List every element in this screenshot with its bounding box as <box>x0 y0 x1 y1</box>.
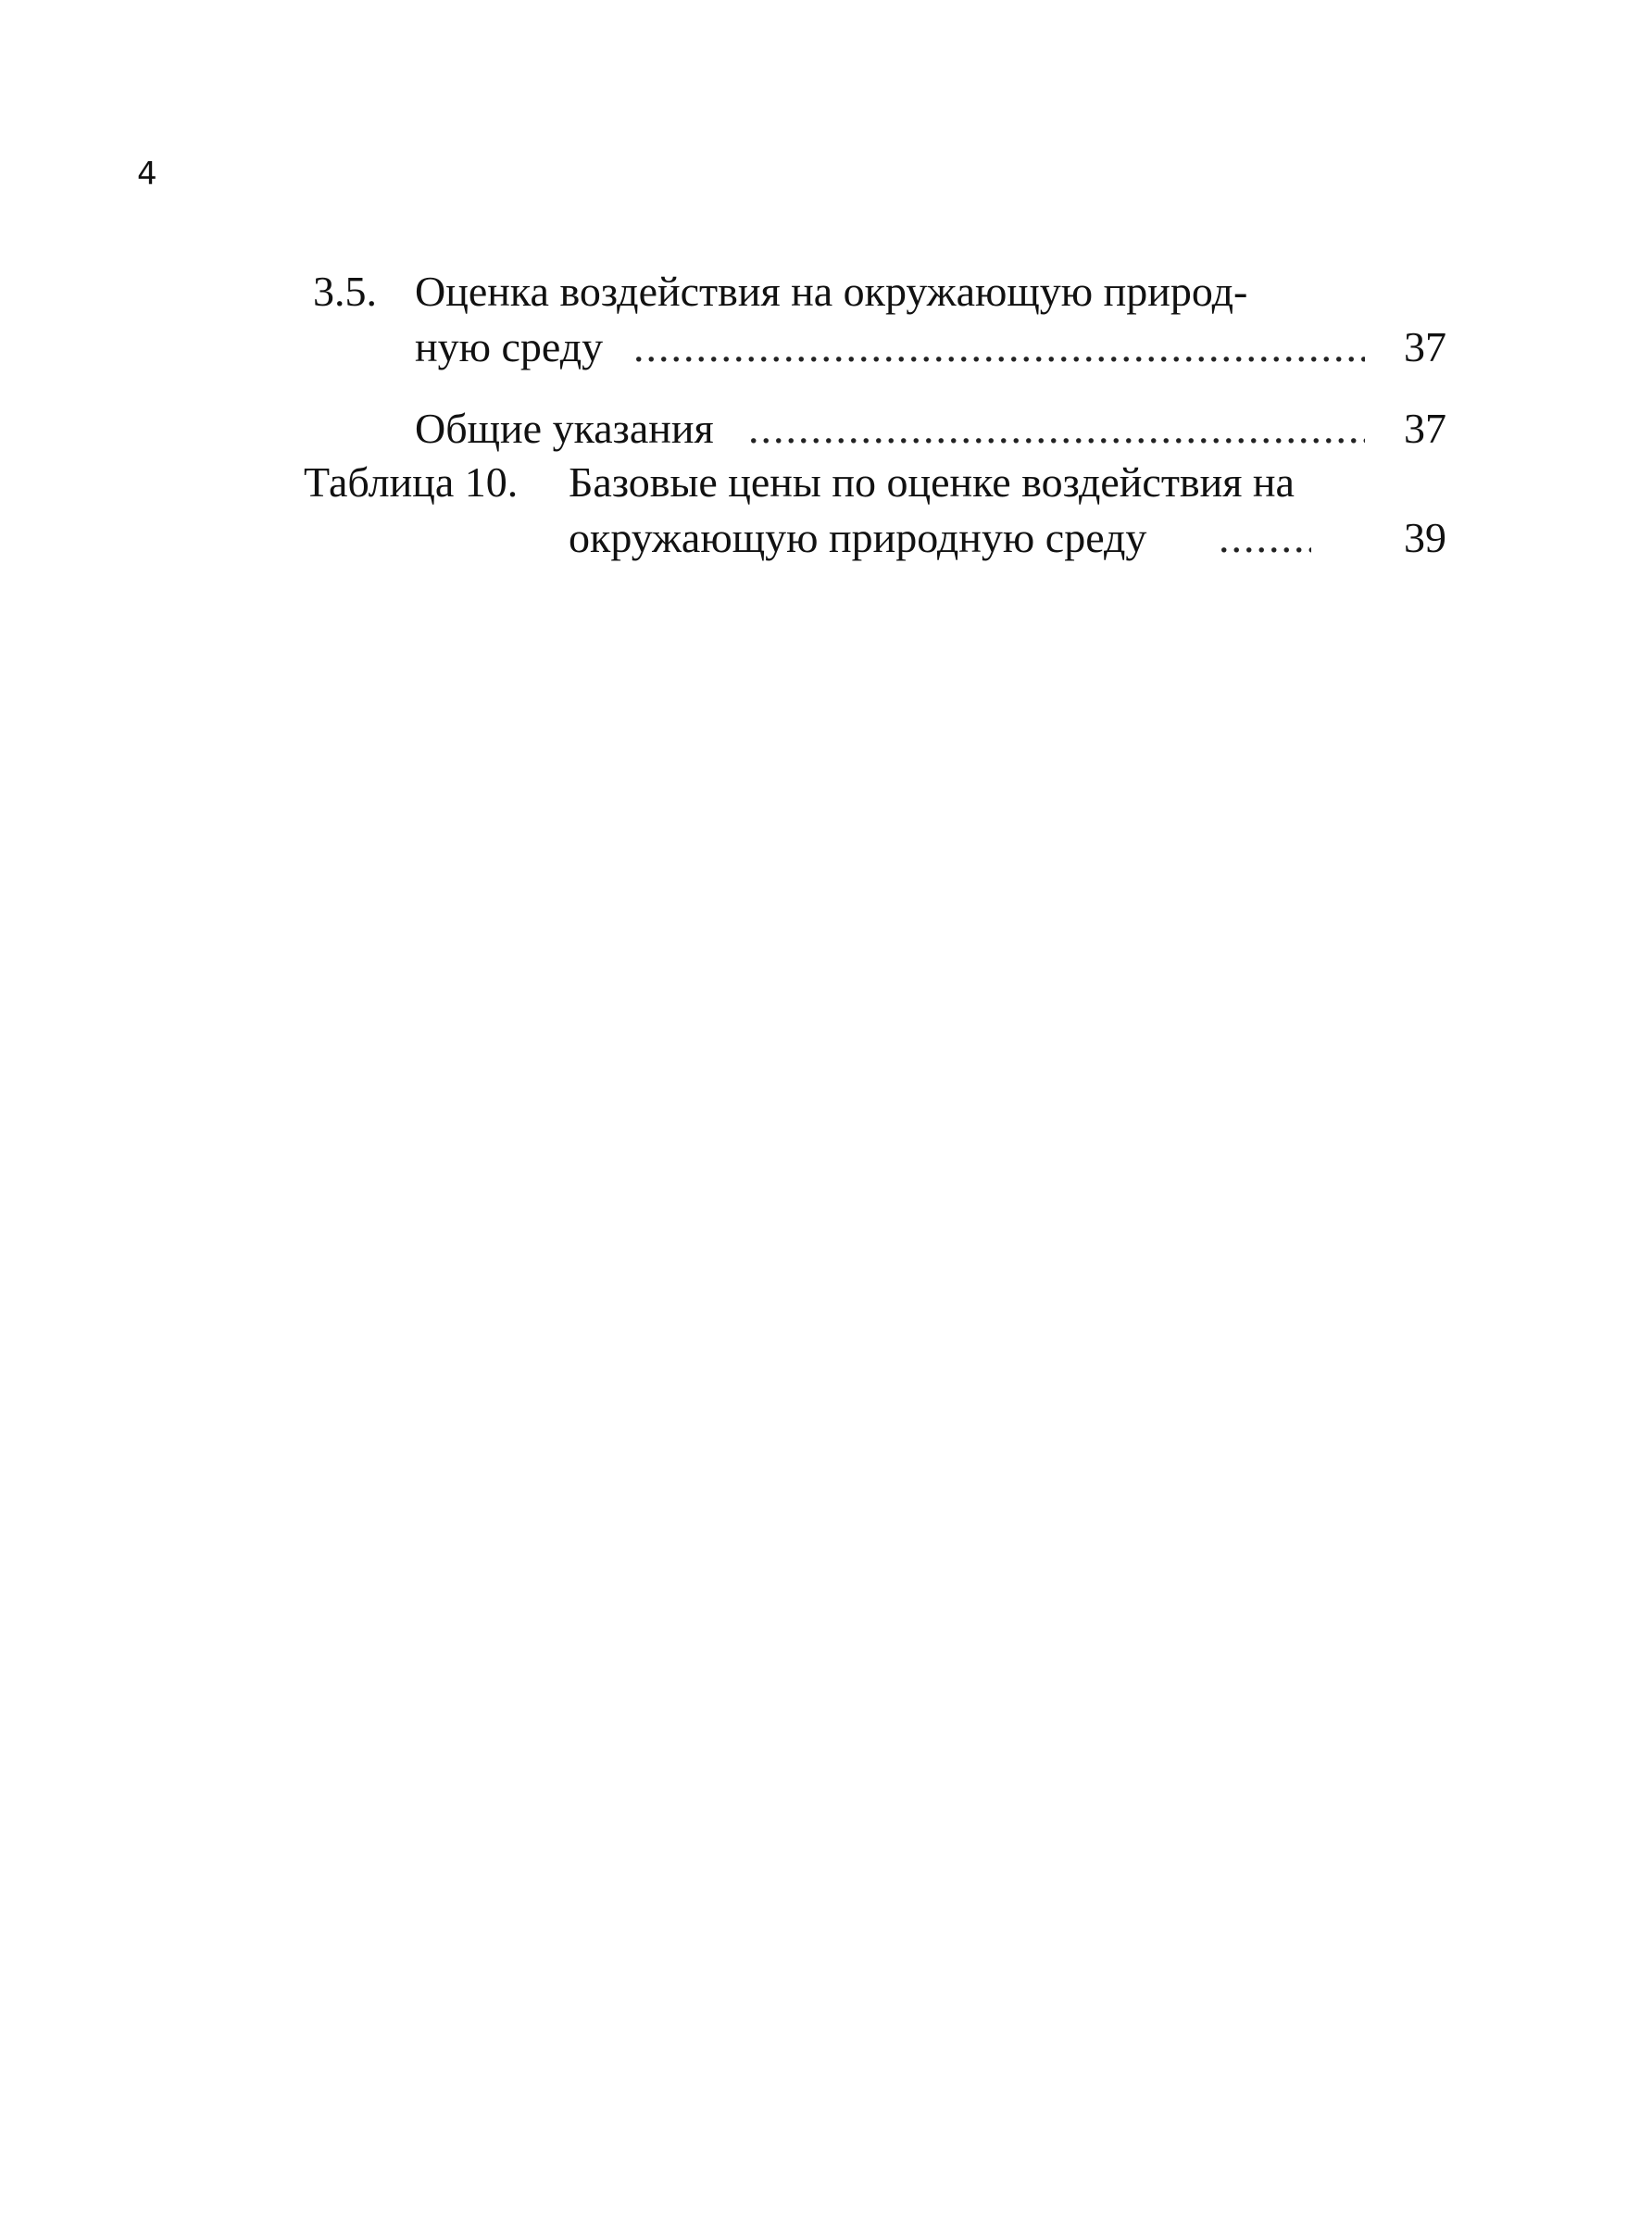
toc-leader-dots <box>1219 513 1311 563</box>
toc-entry-page: 37 <box>1404 405 1446 452</box>
toc-entry-title-line1: Базовые цены по оценке воздействия на <box>569 458 1295 506</box>
toc-entry-title-line2: окружающую природную среду <box>569 514 1147 561</box>
toc-entry-title-line2: ную среду <box>415 323 604 370</box>
table-of-contents <box>0 0 1652 648</box>
toc-entry-title-line1: Оценка воздействия на окружающую природ- <box>415 268 1248 315</box>
toc-leader-dots <box>748 404 1365 454</box>
toc-leader-dots <box>633 322 1365 372</box>
toc-entry-number: 3.5. <box>313 268 377 315</box>
page-number: 4 <box>137 156 157 193</box>
toc-entry-page: 39 <box>1404 514 1446 561</box>
toc-entry-title: Общие указания <box>415 405 714 452</box>
toc-table-label: Таблица 10. <box>304 458 519 506</box>
toc-entry-page: 37 <box>1404 323 1446 370</box>
